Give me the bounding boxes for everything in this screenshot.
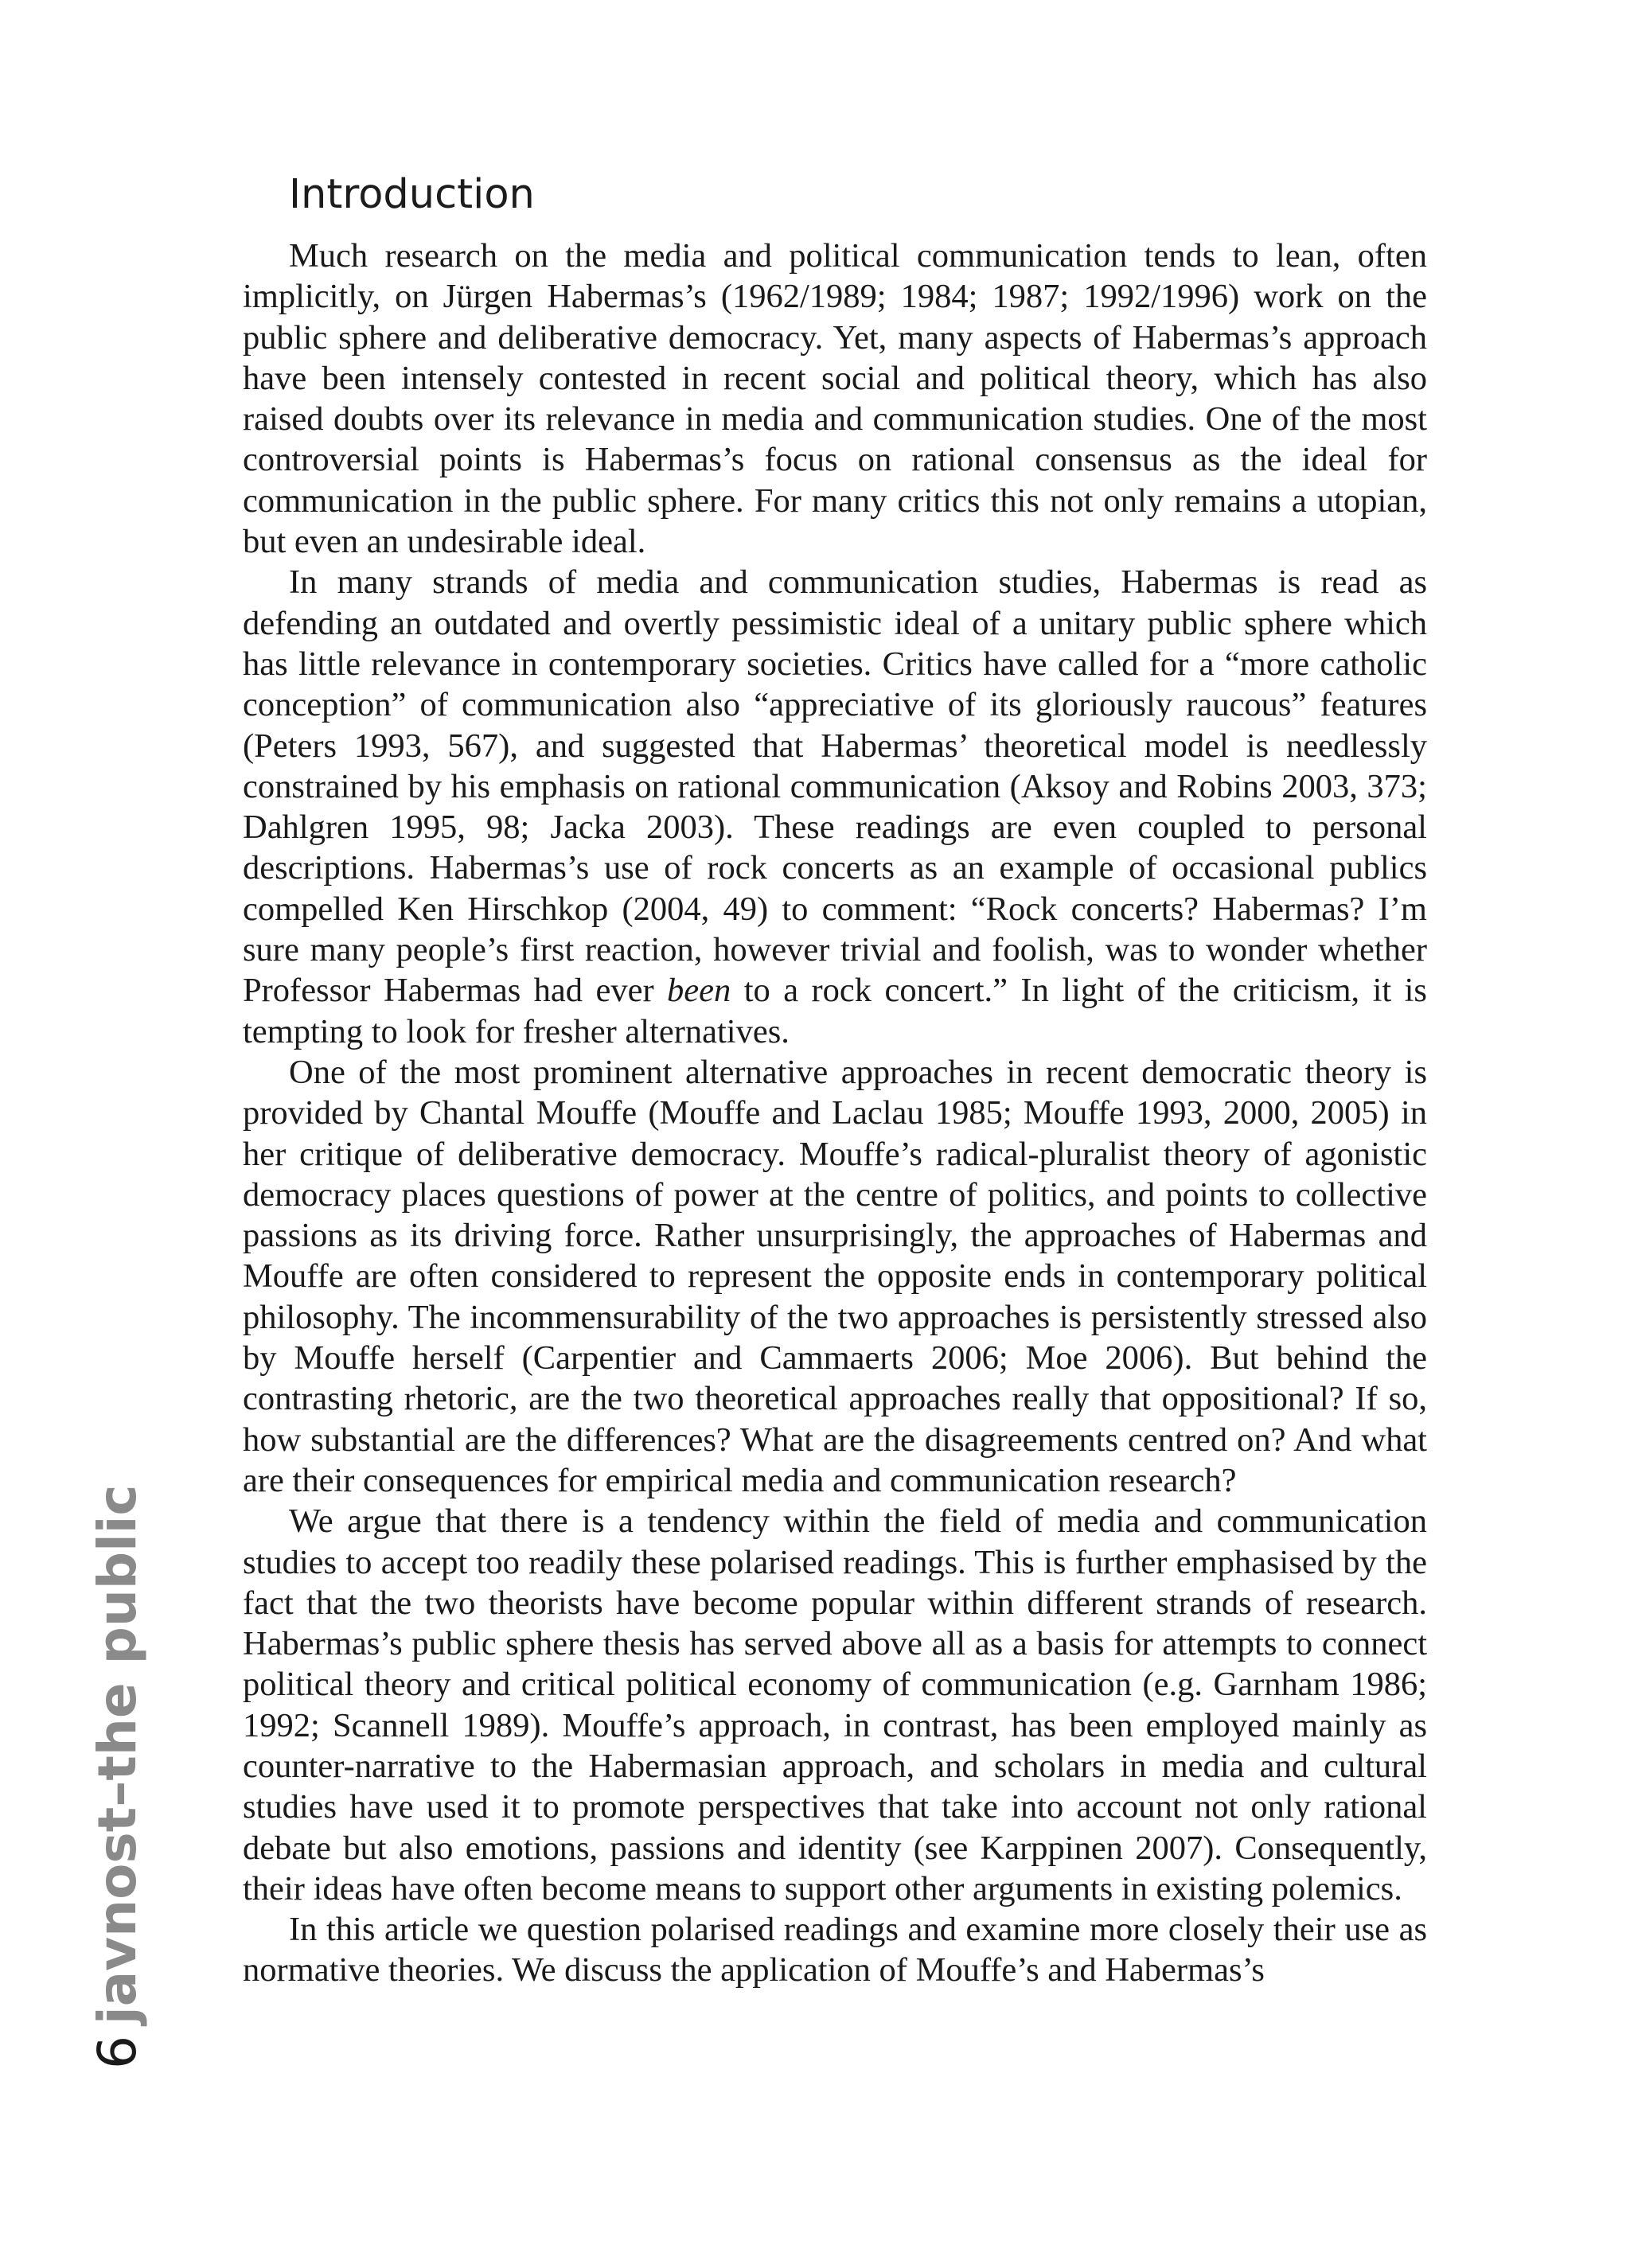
article-body <box>243 236 1427 1991</box>
paragraph-5: In this article we question polarised readings and examine more closely their use as normative theories. We discuss the application of Mouffe’s and Habermas’s <box>243 1911 1427 1989</box>
paragraph-2-italic: been <box>667 972 731 1010</box>
running-header-vertical <box>89 1485 146 2069</box>
paragraph-4: We argue that there is a tendency within the field of media and communication studies to accept too readily these polarised readings. This is further emphasised by the fact that the two theorists have become popular within different strands of research. Habermas’s public sphere thesis has served above all as a basis for attempts to connect political theory and critical political economy of communication (e.g. Garnham 1986; 1992; Scannell 1989). Mouffe’s approach, in contrast, has been employed mainly as counter-narrative to the Habermasian approach, and scholars in media and cultural studies have used it to promote perspectives that take into account not only rational debate but also emotions, passions and identity (see Karppinen 2007). Consequently, their ideas have often become means to support other arguments in existing polemics. <box>243 1502 1427 1908</box>
paragraph-1: Much research on the media and political communication tends to lean, often implicitly, on Jürgen Habermas’s (1962/1989; 1984; 1987; 1992/1996) work on the public sphere and deliberative democracy. Yet, many aspects of Habermas’s approach have been intensely contested in recent social and political theory, which has also raised doubts over its relevance in media and communication studies. One of the most controversial points is Habermas’s focus on rational consensus as the ideal for communication in the public sphere. For many critics this not only remains a utopian, but even an undesirable ideal. <box>243 237 1427 561</box>
journal-name: javnost–the public <box>87 1484 148 2024</box>
paragraph-3: One of the most prominent alternative approaches in recent democratic theory is provided by Chantal Mouffe (Mouffe and Laclau 1985; Mouffe 1993, 2000, 2005) in her critique of deliberative democracy. Mouffe’s radical-pluralist theory of agonistic democracy places questions of power at the centre of politics, and points to collective passions as its driving force. Rather unsurprisingly, the approaches of Habermas and Mouffe are often considered to represent the opposite ends in contemporary political philosophy. The incommensurability of the two approaches is persistently stressed also by Mouffe herself (Carpentier and Cammaerts 2006; Moe 2006). But behind the contrasting rhetoric, are the two theoretical approaches really that oppositional? If so, how substantial are the differences? What are the disagreements centred on? And what are their consequences for empirical media and communication research? <box>243 1053 1427 1499</box>
page-number: 6 <box>87 2036 148 2069</box>
section-heading: Introduction <box>289 171 535 218</box>
paragraph-2-text-end: to a rock concert.” In light of the criticism, it is tempting to look for fresher alternatives. <box>243 972 1427 1050</box>
paragraph-2-text-start: In many strands of media and communication studies, Habermas is read as defending an outdated and overtly pessimistic ideal of a unitary public sphere which has little relevance in contemporary societies. Critics have called for a “more catholic conception” of communication also “appreciative of its gloriously raucous” features (Peters 1993, 567), and suggested that Habermas’ theoretical model is needlessly constrained by his emphasis on rational communication (Aksoy and Robins 2003, 373; Dahlgren 1995, 98; Jacka 2003). These readings are even coupled to personal descriptions. Habermas’s use of rock concerts as an example of occasional publics compelled Ken Hirschkop (2004, 49) to comment: “Rock concerts? Habermas? I’m sure many people’s first reaction, however trivial and foolish, was to wonder whether Professor Habermas had ever <box>243 563 1427 1010</box>
paragraph-2 <box>243 562 1427 1052</box>
